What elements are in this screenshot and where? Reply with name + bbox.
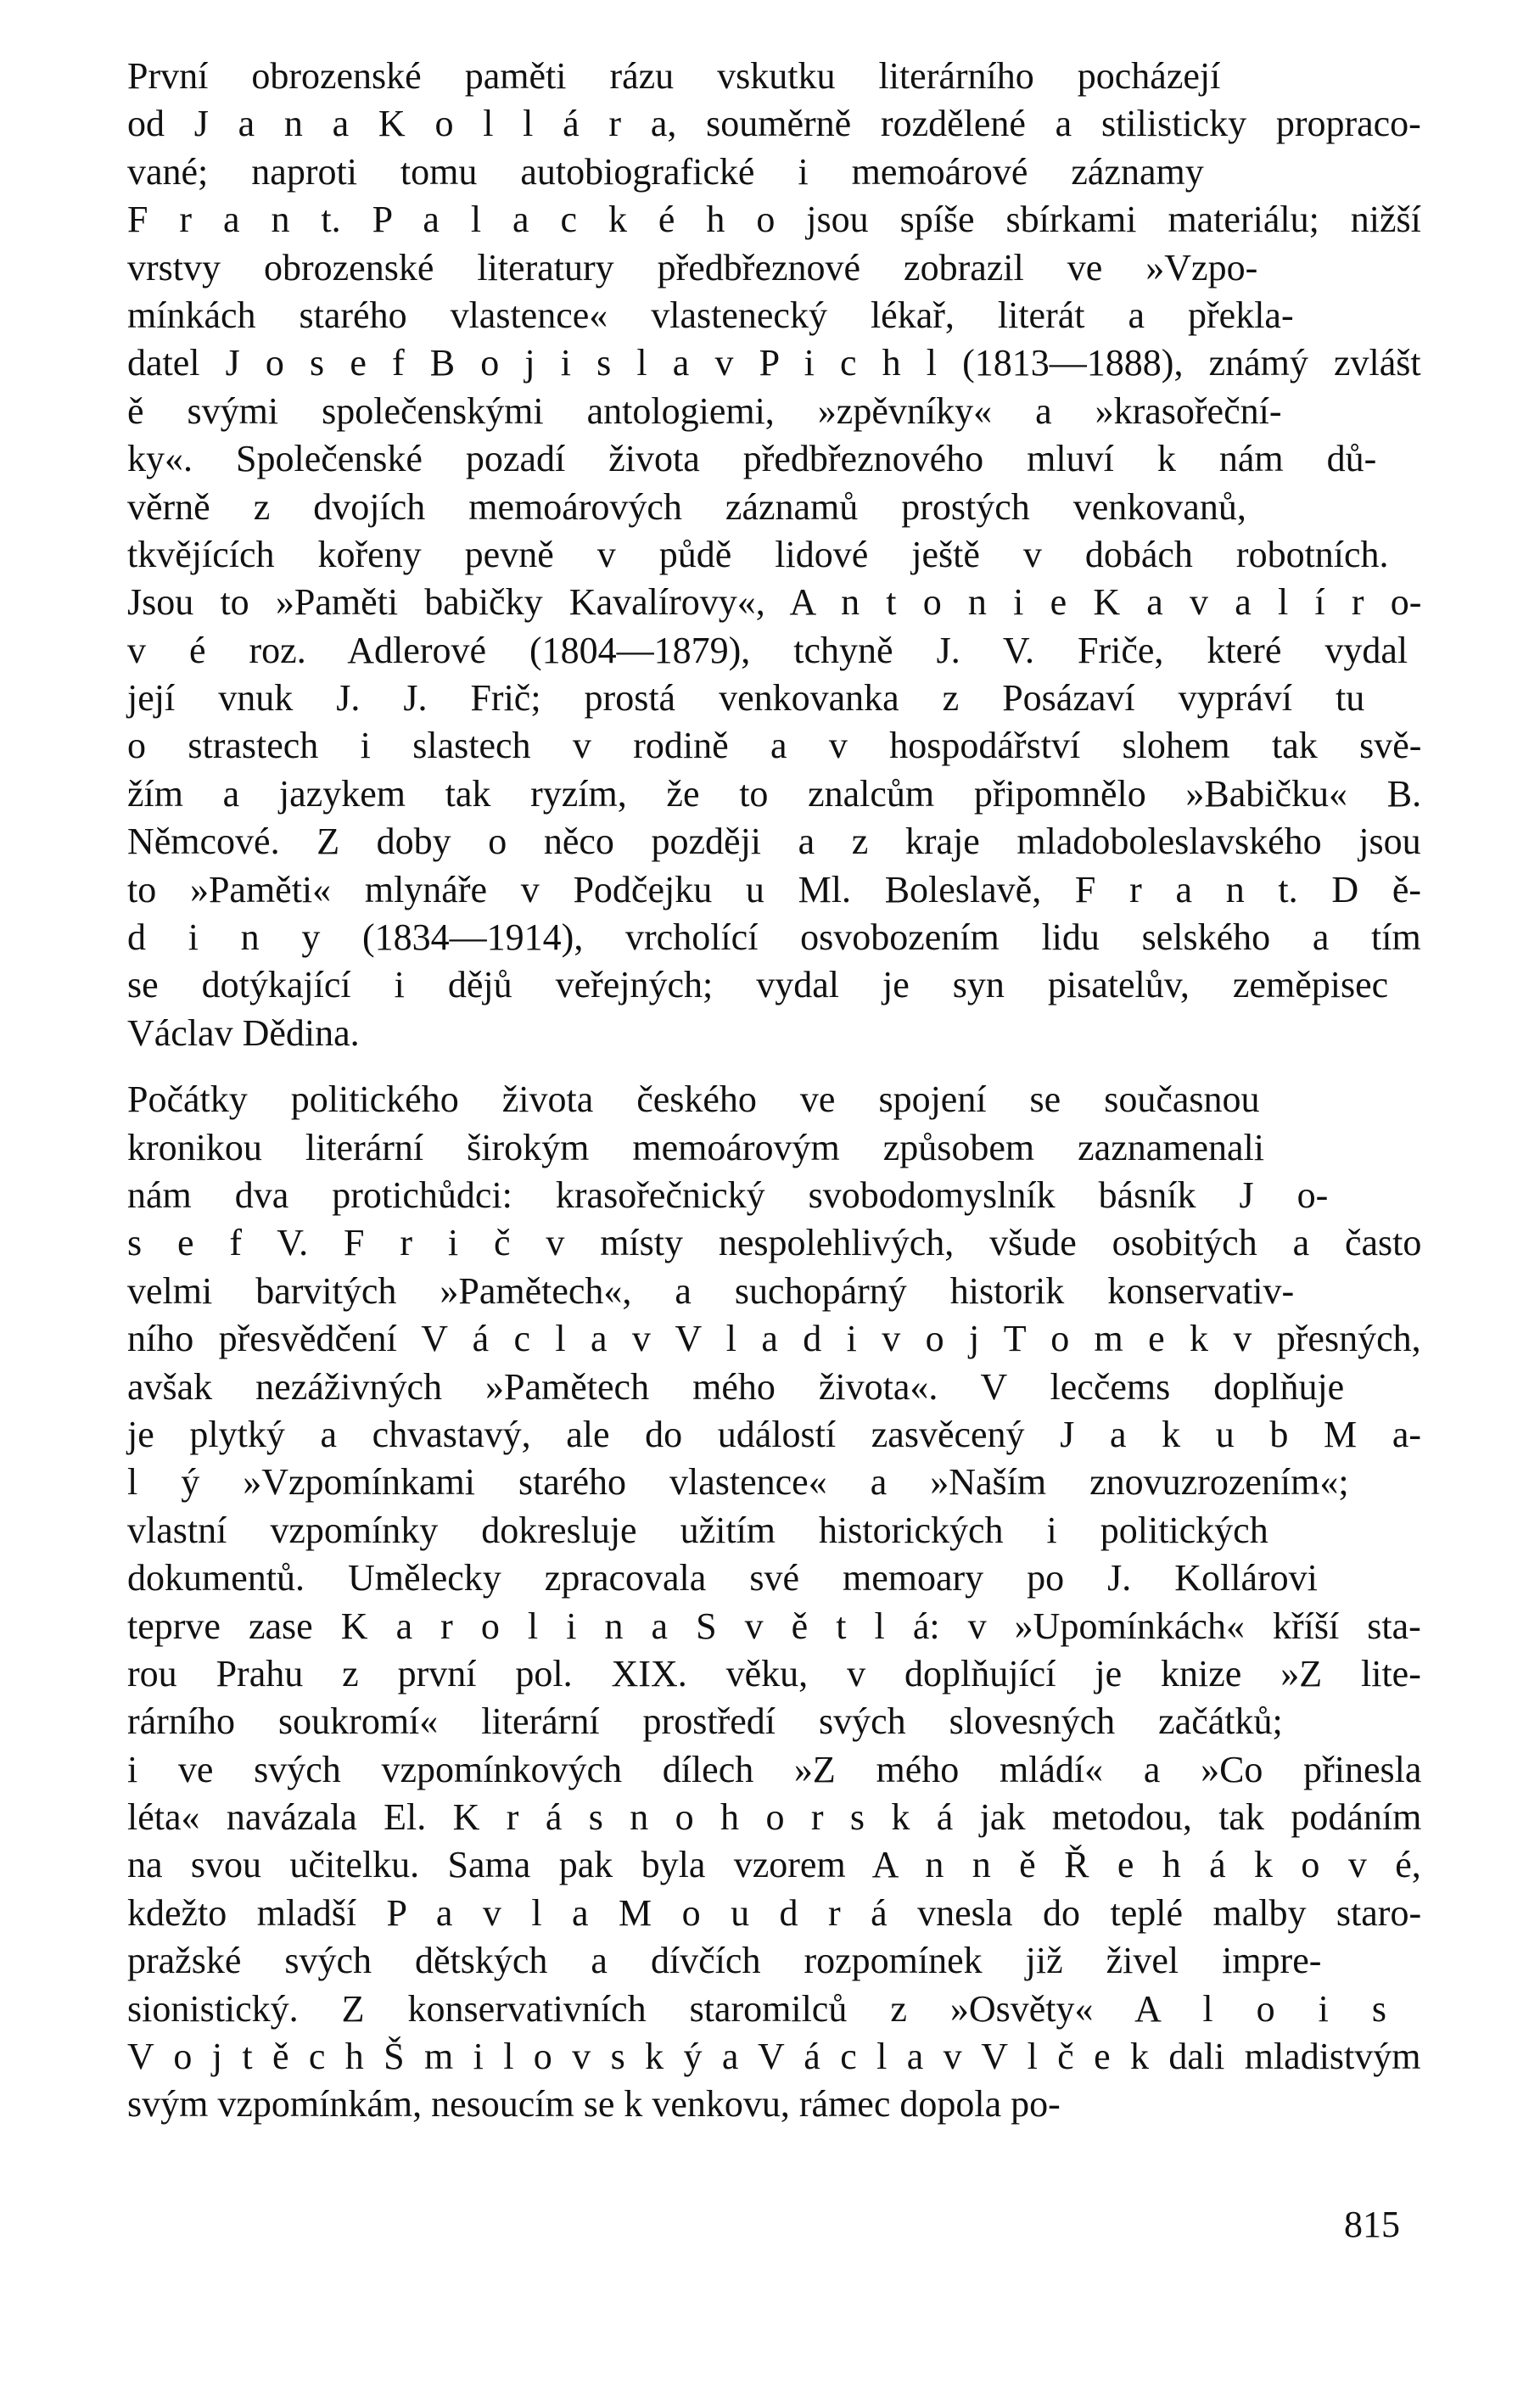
page-body (127, 53, 1421, 2129)
text-line: ky«. Společenské pozadí života předbřeznového mluví k nám dů- (127, 438, 1377, 480)
paragraph-2 (127, 1076, 1421, 2129)
text-line: v é roz. Adlerové (1804—1879), tchyně J. V. Friče, které vydal (127, 629, 1408, 671)
text-line: rou Prahu z první pol. XIX. věku, v doplňující je knize »Z lite- (127, 1652, 1421, 1694)
text-line: svým vzpomínkám, nesoucím se k venkovu, rámec dopola po- (127, 2083, 1061, 2126)
paragraph-spacer (127, 1057, 1421, 1076)
text-line: vané; naproti tomu autobiografické i memoárové záznamy (127, 150, 1204, 193)
text-line: je plytký a chvastavý, ale do událostí zasvěcený J a k u b M a- (127, 1413, 1422, 1455)
text-line: ě svými společenskými antologiemi, »zpěvníky« a »krasořeční- (127, 389, 1282, 432)
text-line: věrně z dvojích memoárových záznamů prostých venkovanů, (127, 485, 1246, 528)
text-line: žím a jazykem tak ryzím, že to znalcům připomnělo »Babičku« B. (127, 772, 1422, 815)
text-line: Václav Dědina. (127, 1011, 360, 1054)
text-line: rárního soukromí« literární prostředí svých slovesných začátků; (127, 1700, 1283, 1743)
text-line: vlastní vzpomínky dokresluje užitím historických i politických (127, 1509, 1268, 1551)
text-line: avšak nezáživných »Pamětech mého života«. V lecčems doplňuje (127, 1365, 1345, 1408)
text-line: nám dva protichůdci: krasořečnický svobodomyslník básník J o- (127, 1173, 1329, 1216)
text-line: Němcové. Z doby o něco později a z kraje mladoboleslavského jsou (127, 821, 1421, 863)
text-line: s e f V. F r i č v místy nespolehlivých, všude osobitých a často (127, 1222, 1422, 1264)
text-line: od J a n a K o l l á r a, souměrně rozdělené a stilisticky propraco- (127, 103, 1421, 145)
page-number: 815 (1344, 2204, 1400, 2245)
text-line: kronikou literární širokým memoárovým způsobem zaznamenali (127, 1126, 1265, 1168)
text-line: léta« navázala El. K r á s n o h o r s k á jak metodou, tak podáním (127, 1796, 1422, 1839)
paragraph-1 (127, 53, 1421, 1057)
text-line: mínkách starého vlastence« vlastenecký lékař, literát a překla- (127, 294, 1294, 336)
text-line: dokumentů. Umělecky zpracovala své memoary po J. Kollárovi (127, 1557, 1318, 1599)
text-line: vrstvy obrozenské literatury předbřeznové zobrazil ve »Vzpo- (127, 246, 1258, 288)
text-line: pražské svých dětských a dívčích rozpomínek již živel impre- (127, 1940, 1322, 1982)
text-line: kdežto mladší P a v l a M o u d r á vnesla do teplé malby staro- (127, 1891, 1422, 1934)
text-line: Jsou to »Paměti babičky Kavalírovy«, A n t o n i e K a v a l í r o- (127, 581, 1422, 624)
text-line: to »Paměti« mlynáře v Podčejku u Ml. Boleslavě, F r a n t. D ě- (127, 868, 1422, 910)
text-line: teprve zase K a r o l i n a S v ě t l á: v »Upomínkách« kříší sta- (127, 1605, 1421, 1647)
text-line: o strastech i slastech v rodině a v hospodářství slohem tak svě- (127, 725, 1422, 767)
text-line: ního přesvědčení V á c l a v V l a d i v o j T o m e k v přesných, (127, 1318, 1421, 1360)
text-line: d i n y (1834—1914), vrcholící osvobozením lidu selského a tím (127, 916, 1421, 959)
text-line: i ve svých vzpomínkových dílech »Z mého mládí« a »Co přinesla (127, 1748, 1422, 1790)
text-line: velmi barvitých »Pamětech«, a suchopárný historik konservativ- (127, 1269, 1295, 1312)
text-line: její vnuk J. J. Frič; prostá venkovanka z Posázaví vypráví tu (127, 677, 1365, 720)
text-line: se dotýkající i dějů veřejných; vydal je syn pisatelův, zeměpisec (127, 964, 1389, 1006)
text-line: První obrozenské paměti rázu vskutku literárního pocházejí (127, 55, 1221, 97)
text-line: tkvějících kořeny pevně v půdě lidové ještě v dobách robotních. (127, 533, 1389, 575)
text-line: Počátky politického života českého ve spojení se současnou (127, 1078, 1260, 1121)
text-line: sionistický. Z konservativních staromilců z »Osvěty« A l o i s (127, 1987, 1386, 2030)
text-line: V o j t ě c h Š m i l o v s k ý a V á c l a v V l č e k dali mladistvým (127, 2036, 1421, 2078)
text-line: l ý »Vzpomínkami starého vlastence« a »Naším znovuzrozením«; (127, 1461, 1349, 1504)
text-line: datel J o s e f B o j i s l a v P i c h l (1813—1888), známý zvlášt (127, 342, 1421, 384)
text-line: F r a n t. P a l a c k é h o jsou spíše sbírkami materiálu; nižší (127, 199, 1421, 241)
text-line: na svou učitelku. Sama pak byla vzorem A n n ě Ř e h á k o v é, (127, 1844, 1421, 1886)
